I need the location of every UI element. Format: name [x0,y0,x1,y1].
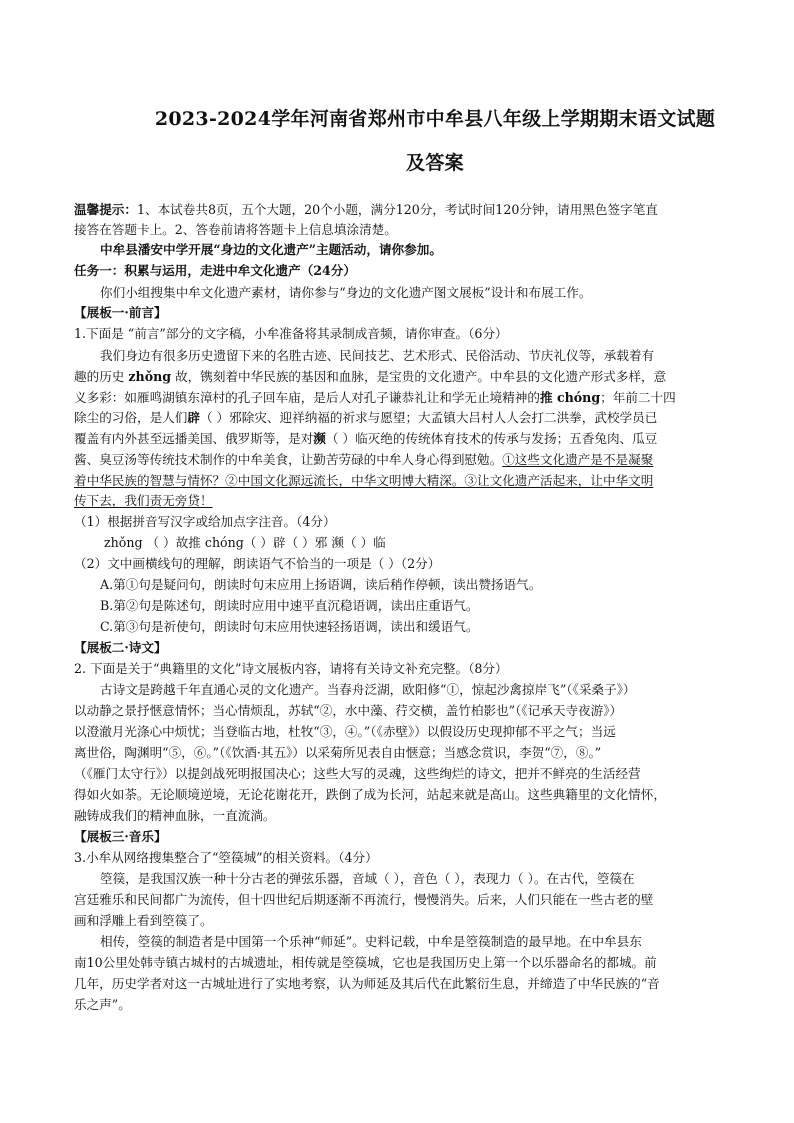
subquestion-1-2: （2）文中画横线句的理解，朗读语气不恰当的一项是（ ）（2分） [74,556,441,571]
text-span: 酱、臭豆汤等传统技术制作的中牟美食，让勤苦劳碌的中牟人身心得到慰勉。 [74,452,503,467]
poetry-paragraph-line: 融铸成我们的精神血脉，一直流淌。 [74,808,276,823]
tip-label: 温馨提示： [74,202,137,217]
dotted-char-bin: 濒 [313,431,326,446]
underlined-sentence: 传下去，我们责无旁贷！ [74,493,213,508]
music-paragraph-line: 乐之声”。 [74,997,131,1012]
preface-paragraph-line: 我们身边有很多历史遗留下来的名胜古迹、民间技艺、艺术形式、民俗活动、节庆礼仪等，承载着有 [100,348,655,363]
preface-paragraph-line [74,408,728,428]
preface-paragraph-line [74,367,728,387]
option-a: A.第①句是疑问句，朗读时句末应用上扬语调，读后稍作停顿，读出赞扬语气。 [100,577,542,592]
board-two-heading: 【展板二·诗文】 [74,640,167,655]
pinyin-chong: 推 chóng [539,390,601,405]
music-paragraph-line: 画和浮雕上看到箜篌了。 [74,913,213,928]
underlined-sentence: ①这些文化遗产是不是凝聚 [502,452,654,467]
music-paragraph-line: 几年，历史学者对这一古城址进行了实地考察，认为师延及其后代在此繁衍生息，并缔造了中华民族的“音 [74,976,660,991]
text-span: 趣的历史 [74,369,129,384]
task-one-description: 你们小组搜集中牟文化遗产素材，请你参与“身边的文化遗产图文展板”设计和布展工作。 [100,285,592,300]
music-paragraph-line: 箜篌，是我国汉族一种十分古老的弹弦乐器，音域（ ），音色（ ），表现力（ ）。在古代，箜篌在 [100,871,635,886]
tip-line-2: 接答在答题卡上。2、答卷前请将答题卡上信息填涂清楚。 [74,222,397,237]
question-3: 3.小牟从网络搜集整合了“箜篌城”的相关资料。（4分） [74,850,378,865]
poetry-paragraph-line: 以动静之景抒惬意情怀；当心情烦乱，苏轼“②，水中藻、荇交横，盖竹柏影也”（《记承天寺夜游》） [74,703,623,718]
poetry-paragraph-line: 得如火如荼。无论顺境逆境，无论花谢花开，跌倒了成为长河，站起来就是高山。这些典籍里的文化情怀， [74,787,666,802]
music-paragraph-line: 南10公里处韩寺镇古城村的古城遗址，相传就是箜篌城，它也是我国历史上第一个以乐器命名的都城。前 [74,955,657,970]
poetry-paragraph-line: （《雁门太守行》）以提剑战死明报国决心；这些大写的灵魂，这些绚烂的诗文，把并不鲜亮的生活经营 [74,766,641,781]
text-span: 义多彩：如雁鸣湖镇东漳村的孔子回车庙，是后人对孔子谦恭礼让和学无止境精神的 [74,390,540,405]
text-span: 除尘的习俗，是人们 [74,410,188,425]
text-span: 覆盖有内外甚至远播美国、俄罗斯等，是对 [74,431,314,446]
text-span: （ ）邪除灾、迎祥纳福的祈求与愿望；大孟镇大吕村人人会打二洪拳，武校学员已 [199,410,658,425]
page-title: 2023-2024学年河南省郑州市中牟县八年级上学期期末语文试题 [154,108,716,130]
activity-intro: 中牟县潘安中学开展“身边的文化遗产”主题活动，请你参加。 [100,242,442,257]
underlined-sentence: 着中华民族的智慧与情怀？②中国文化源远流长，中华文明博大精深。③让文化遗产活起来，让中华文明 [74,473,654,488]
question-1: 1.下面是 “前言”部分的文字稿，小牟准备将其录制成音频，请你审查。（6分） [74,326,508,341]
option-b: B.第②句是陈述句，朗读时应用中速平直沉稳语调，读出庄重语气。 [100,598,479,613]
preface-paragraph-line [74,450,728,470]
preface-paragraph-line [74,388,728,408]
text-span: （ ）临灭绝的传统体育技术的传承与发扬；五香兔肉、瓜豆 [325,431,658,446]
poetry-paragraph-line: 以澄澈月光涤心中烦忧；当登临古地，杜牧“③，④。”（《赤壁》）以假设历史现抑郁不平之气；当远 [74,724,616,739]
option-c: C.第③句是祈使句，朗读时句末应用快速轻扬语调，读出和缓语气。 [100,619,479,634]
tip-text: 1、本试卷共8页，五个大题，20个小题，满分120分，考试时间120分钟，请用黑色签字笔直 [136,202,658,217]
subquestion-1-1: （1）根据拼音写汉字或给加点字注音。（4分） [74,514,336,529]
text-span: ；年前二十四 [600,390,676,405]
subquestion-1-1-blanks: zhǒng （ ）故推 chóng（ ）辟（ ）邪 濒（ ）临 [104,535,386,550]
pinyin-zhong: zhǒng [128,369,172,384]
music-paragraph-line: 宫廷雅乐和民间都广为流传，但十四世纪后期逐渐不再流行，慢慢消失。后来，人们只能在一些古老的壁 [74,892,654,907]
page-title-continued: 及答案 [406,152,464,174]
poetry-paragraph-line: 古诗文是跨越千年直通心灵的文化遗产。当春舟泛湖，欧阳修“①，惊起沙禽掠岸飞”（《采桑子》） [100,682,636,697]
text-span: 故，镌刻着中华民族的基因和血脉，是宝贵的文化遗产。中牟县的文化遗产形式多样，意 [171,369,667,384]
task-one-heading: 任务一：积累与运用，走进中牟文化遗产（24分） [74,263,356,278]
board-three-heading: 【展板三·音乐】 [74,829,167,844]
dotted-char-bi: 辟 [187,410,200,425]
preface-paragraph-line [74,429,728,449]
board-one-heading: 【展板一·前言】 [74,305,167,320]
music-paragraph-line: 相传，箜篌的制造者是中国第一个乐神“师延”。史料记载，中牟是箜篌制造的最早地。在中牟县东 [100,934,642,949]
question-2: 2. 下面是关于“典籍里的文化”诗文展板内容，请将有关诗文补充完整。（8分） [74,661,508,676]
tip-line [74,200,728,220]
poetry-paragraph-line: 离世俗，陶渊明“⑤，⑥。”（《饮酒·其五》）以采菊所见表自由惬意；当感念赏识，李贺“⑦，⑧。” [74,745,602,760]
